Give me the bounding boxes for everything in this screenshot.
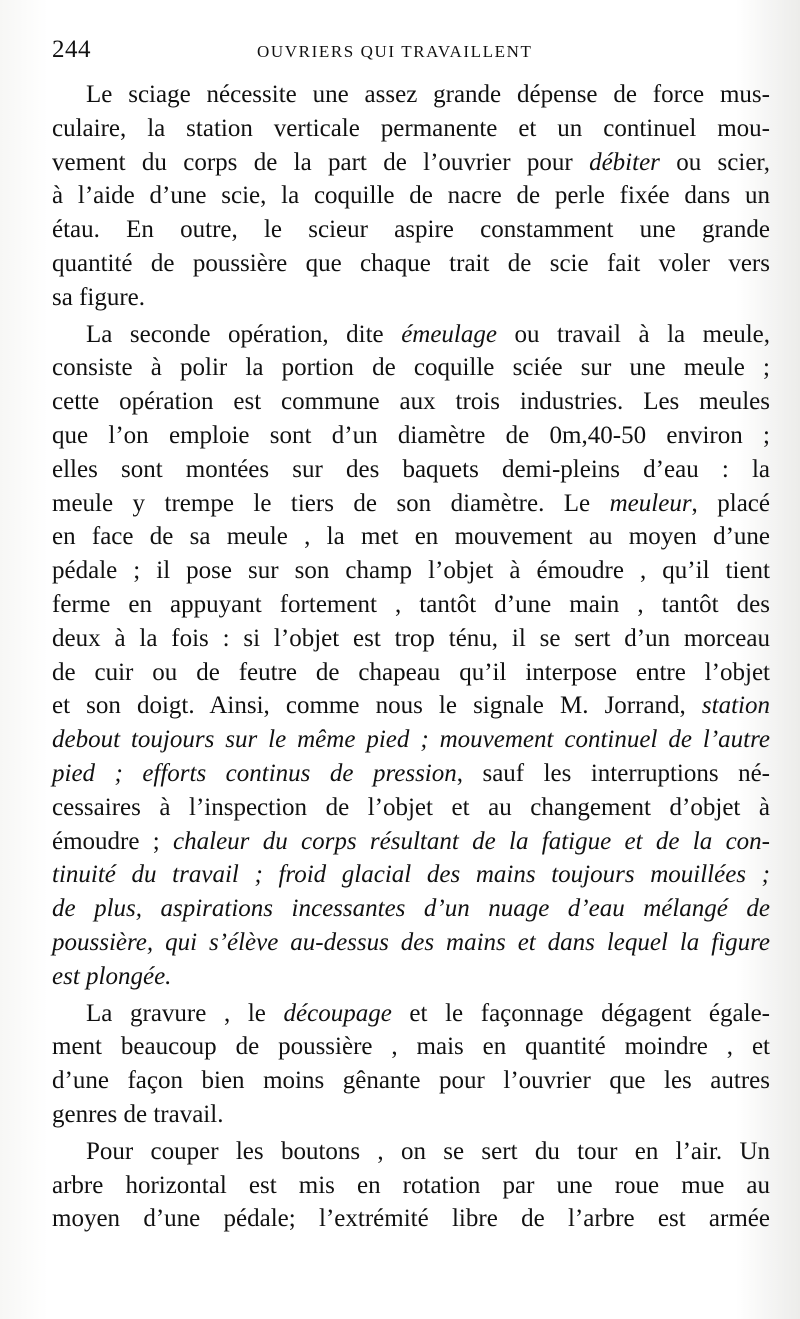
text-line — [52, 78, 770, 112]
text-run: ou travail à la meule, — [496, 320, 770, 348]
text-run: elles sont montées sur des baquets demi-pleins d’eau : la — [52, 455, 770, 483]
text-run: meule y trempe le tiers de son diamètre. Le — [52, 489, 610, 517]
text-run: et son doigt. Ainsi, comme nous le signale M. Jorrand, — [52, 692, 702, 720]
italic-text: meuleur — [609, 489, 692, 517]
text-run: ment beaucoup de poussière , mais en quantité moindre , et — [52, 1033, 770, 1061]
text-run: , placé — [691, 489, 770, 517]
text-line — [52, 419, 770, 453]
text-line — [52, 179, 770, 213]
text-line — [52, 213, 770, 247]
text-line — [52, 146, 770, 180]
italic-text: station — [701, 692, 770, 720]
text-run: à l’aide d’une scie, la coquille de nacre de perle fixée dans un — [52, 182, 770, 210]
text-line — [52, 622, 770, 656]
paragraph — [52, 318, 770, 994]
text-run: de cuir ou de feutre de chapeau qu’il interpose entre l’objet — [52, 658, 770, 686]
text-line — [52, 1202, 770, 1236]
text-run: pédale ; il pose sur son champ l’objet à émoudre , qu’il tient — [52, 557, 770, 585]
text-line — [52, 689, 770, 723]
italic-text: debout toujours sur le même pied ; mouvement continuel de l’autre — [52, 726, 770, 754]
text-run: La seconde opération, dite — [86, 320, 402, 348]
text-run: que l’on emploie sont d’un diamètre de 0m,40-50 environ ; — [52, 421, 770, 449]
text-run: émoudre ; — [52, 827, 174, 855]
text-run: ferme en appuyant fortement , tantôt d’une main , tantôt des — [52, 590, 770, 618]
text-run: d’une façon bien moins gênante pour l’ouvrier que les autres — [52, 1067, 770, 1095]
text-line — [52, 554, 770, 588]
text-run: quantité de poussière que chaque trait de scie fait voler vers — [52, 249, 770, 277]
text-run: moyen d’une pédale; l’extrémité libre de l’arbre est armée — [52, 1205, 770, 1233]
italic-text: découpage — [283, 999, 392, 1027]
italic-text: chaleur du corps résultant de la fatigue et de la con- — [173, 827, 770, 855]
text-run: sa figure. — [52, 283, 146, 311]
paragraph — [52, 78, 770, 315]
text-line — [52, 1135, 770, 1169]
text-run: cessaires à l’inspection de l’objet et au changement d’objet à — [52, 793, 770, 821]
text-line — [52, 1098, 770, 1132]
text-run: consiste à polir la portion de coquille sciée sur une meule ; — [52, 354, 770, 382]
italic-text: débiter — [589, 148, 660, 176]
text-line — [52, 791, 770, 825]
text-run: arbre horizontal est mis en rotation par une roue mue au — [52, 1171, 770, 1199]
text-line — [52, 825, 770, 859]
text-run: étau. En outre, le scieur aspire constamment une grande — [52, 216, 770, 244]
italic-text: est plongée. — [52, 962, 172, 990]
text-run: culaire, la station verticale permanente et un continuel mou- — [52, 114, 770, 142]
paragraph — [52, 997, 770, 1132]
paragraph — [52, 1135, 770, 1236]
text-run: en face de sa meule , la met en mouvement au moyen d’une — [52, 523, 770, 551]
text-run: Le sciage nécessite une assez grande dépense de force mus- — [86, 81, 770, 108]
text-run: cette opération est commune aux trois industries. Les meules — [52, 388, 770, 416]
text-run: La gravure , le — [86, 999, 284, 1027]
text-line — [52, 385, 770, 419]
text-line — [52, 351, 770, 385]
text-run: et le façonnage dégagent égale- — [391, 999, 770, 1027]
text-line — [52, 281, 770, 315]
italic-text: poussière, qui s’élève au-dessus des mains et dans lequel la figure — [52, 928, 770, 956]
text-line — [52, 1064, 770, 1098]
text-line — [52, 997, 770, 1031]
text-line — [52, 588, 770, 622]
body-text — [52, 78, 770, 1236]
running-head: OUVRIERS QUI TRAVAILLENT — [257, 42, 533, 61]
text-run: ou scier, — [659, 148, 771, 176]
text-line — [52, 757, 770, 791]
text-line — [52, 723, 770, 757]
text-line — [52, 1030, 770, 1064]
text-run: vement du corps de la part de l’ouvrier pour — [52, 148, 590, 176]
text-line — [52, 318, 770, 352]
italic-text: tinuité du travail ; froid glacial des mains toujours mouillées ; — [52, 861, 770, 889]
text-line — [52, 1169, 770, 1203]
text-run: Pour couper les boutons , on se sert du tour en l’air. Un — [86, 1137, 770, 1165]
text-line — [52, 892, 770, 926]
text-line — [52, 960, 770, 994]
text-line — [52, 926, 770, 960]
text-line — [52, 858, 770, 892]
text-line — [52, 247, 770, 281]
text-line — [52, 112, 770, 146]
text-run: , sauf les interruptions né- — [456, 759, 770, 787]
text-line — [52, 520, 770, 554]
text-line — [52, 487, 770, 521]
text-run: genres de travail. — [52, 1100, 224, 1128]
italic-text: de plus, aspirations incessantes d’un nuage d’eau mélangé de — [52, 895, 770, 923]
page-header — [52, 36, 770, 72]
italic-text: émeulage — [401, 320, 497, 348]
text-line — [52, 656, 770, 690]
text-run: deux à la fois : si l’objet est trop ténu, il se sert d’un morceau — [52, 624, 770, 652]
italic-text: pied ; efforts continus de pression — [52, 759, 457, 787]
page-number: 244 — [52, 36, 91, 63]
text-line — [52, 453, 770, 487]
